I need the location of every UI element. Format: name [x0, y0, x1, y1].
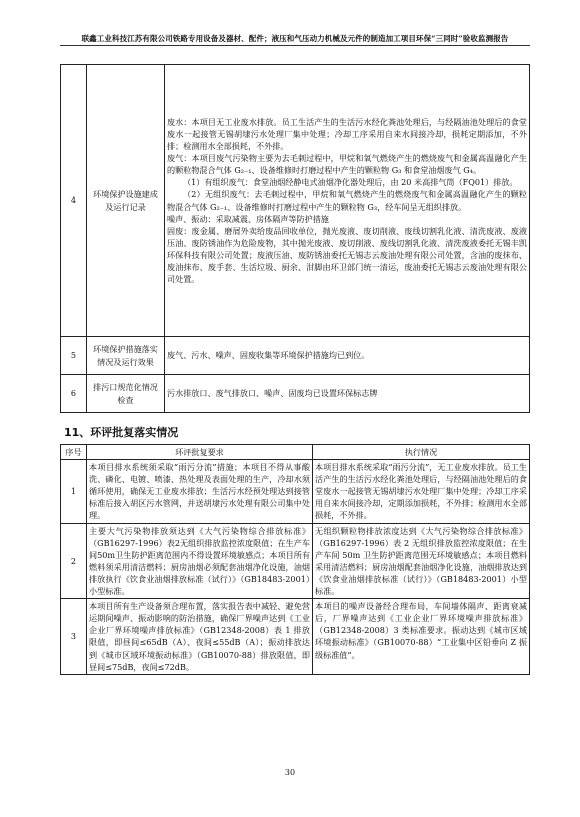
- content-line: 污水排放口、废气排放口、噪声、固废均已设置环保标志牌: [167, 388, 378, 399]
- row-category: 环境保护设施建成及运行记录: [87, 65, 165, 337]
- table-row: [61, 523, 530, 599]
- page-number: 30: [284, 768, 296, 777]
- section-title: 11、环评批复落实情况: [64, 426, 179, 439]
- row-content: [165, 65, 530, 337]
- content-line: 噪声、振动：采取减震、房体隔声等防护措施: [167, 213, 329, 224]
- table-row: [61, 337, 530, 375]
- environmental-facilities-table: [60, 64, 530, 413]
- content-line: （1）有组织废气：食堂油烟经静电式油烟净化器处理后，由 20 米高排气筒（FQ01）排放。: [183, 177, 518, 188]
- table-row: [61, 65, 530, 337]
- content-line: 废气：本项目废气污染物主要为去毛刺过程中，甲烷和氧气燃烧产生的燃烧废气和金属高温融化产生的颗粒物混合气体 G₂₋₁、设备维修时打磨过程中产生的颗粒物 G₃ 和食堂油烟废气 G₄。: [167, 153, 527, 176]
- content-line: 废水：本项目无工业废水排放。员工生活产生的生活污水经化粪池处理后，与经隔油池处理后的食堂废水一起接管无锡胡埭污水处理厂集中处理；冷却工序采用自来水间接冷却，损耗定期添加，不外排；检测用水全部损耗，不外排。: [167, 116, 527, 152]
- row-number: 1: [61, 460, 87, 523]
- status-cell: 本项目的噪声设备经合理布局，车间墙体隔声、距离衰减后，厂界噪声达到《工业企业厂界环境噪声排放标准》（GB12348-2008）3 类标准要求。振动达到《城市区域环境振动标准》（GB10070-88）“工业集中区铅垂向 Z 振级标准值”。: [313, 599, 530, 675]
- row-content: [165, 337, 530, 375]
- requirement-cell: 本项目排水系统须采取“雨污分流”措施；本项目不得从事酸洗、磷化、电镀、喷漆、热处理及表面处理的生产，冷却水须循环使用，确保无工业废水排放；生活污水经预处理达到接管标准后接入胡区污水管网，并送胡埭污水处理有限公司集中处理。: [87, 460, 313, 523]
- content-line: （2）无组织废气：去毛刺过程中，甲烷和氧气燃烧产生的燃烧废气和金属高温融化产生的颗粒物混合气体 G₂₋₁、设备维修时打磨过程中产生的颗粒物 G₃，经车间呈无组织排放。: [167, 189, 527, 212]
- column-header-status: 执行情况: [313, 445, 530, 460]
- row-number: 6: [61, 375, 87, 413]
- status-cell: 本项目排水系统采取“雨污分流”，无工业废水排放。员工生活产生的生活污水经化粪池处理后，与经隔油池处理后的食堂废水一起接管无锡胡埭污水处理厂集中处理；冷却工序采用自来水间接冷却，定期添加损耗，不外排；检测用水全部损耗，不外排。: [313, 460, 530, 523]
- content-line: 废气、污水、噪声、固废收集等环境保护措施均已到位。: [167, 350, 370, 361]
- eia-approval-table: [60, 444, 530, 675]
- table-row: [61, 460, 530, 523]
- row-category: 环境保护措施落实情况及运行效果: [87, 337, 165, 375]
- requirement-cell: 本项目所有生产设备须合理布置，落实报告表中减轻、避免营运期间噪声、振动影响的防治措施，确保厂界噪声达到《工业企业厂界环境噪声排放标准》（GB12348-2008）表 1 排放限值，即昼间≤65dB（A）、夜间≤55dB（A）；振动排放达到《城市区域环境振动标准》（GB10070-88）排放限值，即昼间≤75dB，夜间≤72dB。: [87, 599, 313, 675]
- row-number: 5: [61, 337, 87, 375]
- table-header-row: [61, 445, 530, 460]
- table-row: [61, 599, 530, 675]
- column-header-requirement: 环评批复要求: [87, 445, 313, 460]
- requirement-cell: 主要大气污染物排放须达到《大气污染物综合排放标准》（GB16297-1996）表2无组织排放监控浓度限值；在生产车间50m卫生防护距离范围内不得设置环境敏感点；本项目所有燃料须采用清洁燃料；厨房油烟必须配套油烟净化设施，油烟排放执行《饮食业油烟排放标准（试行）》（GB18483-2001）小型标准。: [87, 523, 313, 599]
- table-row: [61, 375, 530, 413]
- row-number: 3: [61, 599, 87, 675]
- page-header: 联鑫工业科技江苏有限公司铁路专用设备及器材、配件；液压和气压动力机械及元件的制造加工项目环保“三同时”验收监测报告: [81, 34, 509, 43]
- row-content: [165, 375, 530, 413]
- column-header-no: 序号: [61, 445, 87, 460]
- row-number: 2: [61, 523, 87, 599]
- row-category: 排污口规范化情况检查: [87, 375, 165, 413]
- status-cell: 无组织颗粒物排放浓度达到《大气污染物综合排放标准》（GB16297-1996）表 2 无组织排放监控浓度限值；在生产车间 50m 卫生防护距离范围无环境敏感点；本项目燃料采用清洁燃料；厨房油烟配套油烟净化设施，油烟排放达到《饮食业油烟排放标准（试行）》（GB18483-2001）小型标准。: [313, 523, 530, 599]
- row-number: 4: [61, 65, 87, 337]
- content-line: 固废：废金属、磨屑外卖给废品回收单位，抛光废液、废切削液、废线切割乳化液、清洗废液、废液压油、废防锈油作为危险废物，其中抛光废液、废切削液、废线切割乳化液、清洗废液委托无锡丰凯环保科技有限公司处置；废液压油、废防锈油委托无锡志云废油处理有限公司处置，含油的废抹布、废油抹布、废手套、生活垃圾、厨余、泔脚由环卫部门统一清运，废油委托无锡志云废油处理有限公司处置。: [167, 225, 527, 285]
- header-rule: [60, 45, 530, 46]
